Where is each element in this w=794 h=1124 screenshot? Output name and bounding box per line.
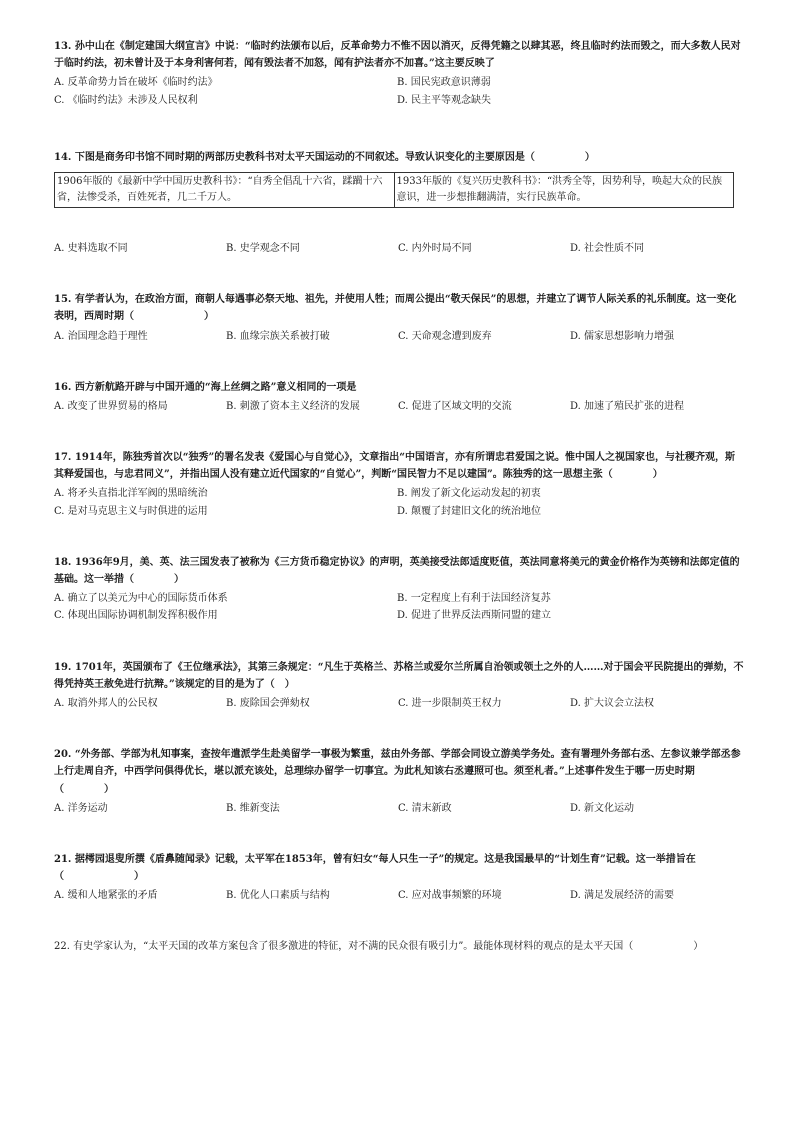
- option-d[interactable]: D. 满足发展经济的需要: [570, 890, 675, 902]
- option-c[interactable]: C. 是对马克思主义与时俱进的运用: [54, 505, 208, 517]
- option-a[interactable]: A. 改变了世界贸易的格局: [54, 400, 168, 412]
- options: [54, 887, 744, 904]
- option-a[interactable]: A. 将矛头直指北洋军阀的黑暗统治: [54, 488, 208, 500]
- options: [54, 590, 744, 624]
- option-b[interactable]: B. 刺激了资本主义经济的发展: [226, 400, 360, 412]
- option-b[interactable]: B. 维新变法: [226, 802, 280, 814]
- question-stem: 21. 据樗园退叟所撰《盾鼻随闻录》记载，太平军在1853年，曾有妇女“每人只生一子”的规定。这是我国最早的“计划生育”记载。这一举措旨在（ ）: [54, 853, 696, 883]
- option-d[interactable]: D. 扩大议会立法权: [570, 697, 655, 709]
- option-d[interactable]: D. 颠覆了封建旧文化的统治地位: [397, 505, 542, 517]
- question-13: [54, 38, 744, 109]
- question-stem: 16. 西方新航路开辟与中国开通的“海上丝绸之路”意义相同的一项是: [54, 381, 357, 393]
- option-c[interactable]: C. 天命观念遭到废弃: [398, 330, 492, 342]
- option-d[interactable]: D. 儒家思想影响力增强: [570, 330, 675, 342]
- option-d[interactable]: D. 加速了殖民扩张的进程: [570, 400, 685, 412]
- options: [54, 74, 744, 108]
- question-15: [54, 291, 744, 345]
- option-b[interactable]: B. 国民宪政意识薄弱: [397, 77, 491, 89]
- options: [54, 240, 744, 257]
- question-stem: 18. 1936年9月，美、英、法三国发表了被称为《三方货币稳定协议》的声明，英美接受法郎适度贬值，英法同意将美元的黄金价格作为英镑和法郎定值的基础。这一举措（ ）: [54, 556, 740, 585]
- question-stem: 20. “外务部、学部为札知事案，查按年遣派学生赴美留学一事极为繁重，兹由外务部、学部会同设立游美学务处。查有署理外务部右丞、左参议兼学部丞参上行走周自齐，中西学问俱得优长，堪以派充该处，总理综办留学一切事宜。为此札知该右丞遵照可也。须至札者。”上述事件发生于哪一历史时期（ ）: [54, 749, 741, 795]
- option-b[interactable]: B. 血缘宗族关系被打破: [226, 330, 330, 342]
- question-18: [54, 554, 744, 625]
- options: [54, 695, 744, 712]
- option-c[interactable]: C. 体现出国际协调机制发挥积极作用: [54, 610, 218, 622]
- option-b[interactable]: B. 阐发了新文化运动发起的初衷: [397, 488, 541, 500]
- question-stem: 14. 下图是商务印书馆不同时期的两部历史教科书对太平天国运动的不同叙述。导致认识变化的主要原因是（ ）: [54, 151, 595, 163]
- option-a[interactable]: A. 史料选取不同: [54, 242, 128, 254]
- question-20: [54, 746, 744, 817]
- option-d[interactable]: D. 促进了世界反法西斯同盟的建立: [397, 610, 552, 622]
- options: [54, 800, 744, 817]
- question-stem: 19. 1701年，英国颁布了《王位继承法》，其第三条规定：“凡生于英格兰、苏格兰或爱尔兰所属自治领或领土之外的人……对于国会平民院提出的弹劾，不得凭持英王赦免进行抗辩。”该规定的目的是为了（ ）: [54, 661, 744, 690]
- option-c[interactable]: C. 进一步限制英王权力: [398, 697, 502, 709]
- question-22: [54, 938, 744, 955]
- option-a[interactable]: A. 洋务运动: [54, 802, 108, 814]
- option-d[interactable]: D. 民主平等观念缺失: [397, 94, 492, 106]
- question-stem: 22. 有史学家认为，“太平天国的改革方案包含了很多激进的特征，对不满的民众很有吸引力”。最能体现材料的观点的是太平天国（ ）: [54, 941, 704, 953]
- option-b[interactable]: B. 优化人口素质与结构: [226, 890, 330, 902]
- option-c[interactable]: C. 内外时局不同: [398, 242, 472, 254]
- question-17: [54, 449, 744, 520]
- option-a[interactable]: A. 取消外邦人的公民权: [54, 697, 158, 709]
- option-d[interactable]: D. 社会性质不同: [570, 242, 645, 254]
- question-14: [54, 149, 744, 257]
- question-16: [54, 379, 744, 415]
- table-cell-1906: 1906年版的《最新中学中国历史教科书》：“自秀全倡乱十六省，蹂躏十六省，法惨受杀，百姓死者，几二千万人。: [55, 172, 395, 207]
- option-c[interactable]: C. 《临时约法》未涉及人民权利: [54, 94, 198, 106]
- option-c[interactable]: C. 清末新政: [398, 802, 452, 814]
- textbook-comparison-table: [54, 172, 734, 208]
- question-stem: 17. 1914年，陈独秀首次以“独秀”的署名发表《爱国心与自觉心》，文章指出“中国语言，亦有所谓忠君爱国之说。惟中国人之视国家也，与社稷齐观，斯其释爱国也，与忠君同义”，并指出国人没有建立近代国家的“自觉心”，判断“国民智力不足以建国”。陈独秀的这一思想主张（ ）: [54, 452, 735, 481]
- question-stem: 15. 有学者认为，在政治方面，商朝人每遇事必祭天地、祖先，并使用人牲；而周公提出“敬天保民”的思想，并建立了调节人际关系的礼乐制度。这一变化表明，西周时期（ ）: [54, 294, 737, 323]
- options: [54, 398, 744, 415]
- option-b[interactable]: B. 废除国会弹劾权: [226, 697, 310, 709]
- table-cell-1933: 1933年版的《复兴历史教科书》：“洪秀全等，因势利导，唤起大众的民族意识，进一步想推翻满清，实行民族革命。: [394, 172, 734, 207]
- question-21: [54, 851, 744, 905]
- options: [54, 485, 744, 519]
- option-a[interactable]: A. 反革命势力旨在破坏《临时约法》: [54, 77, 218, 89]
- option-c[interactable]: C. 应对战事频繁的环境: [398, 890, 502, 902]
- option-b[interactable]: B. 史学观念不同: [226, 242, 300, 254]
- option-d[interactable]: D. 新文化运动: [570, 802, 635, 814]
- question-19: [54, 659, 744, 713]
- option-b[interactable]: B. 一定程度上有利于法国经济复苏: [397, 593, 551, 605]
- question-stem: 13. 孙中山在《制定建国大纲宣言》中说：“临时约法颁布以后，反革命势力不惟不因以消灭，反得凭籍之以肆其恶，终且临时约法而毁之，而大多数人民对于临时约法，初未曾计及于本身利害何若，闻有毁法者不加怒，闻有护法者亦不加喜。”这主要反映了: [54, 41, 741, 70]
- option-c[interactable]: C. 促进了区域文明的交流: [398, 400, 512, 412]
- option-a[interactable]: A. 缓和人地紧张的矛盾: [54, 890, 158, 902]
- options: [54, 328, 744, 345]
- option-a[interactable]: A. 治国理念趋于理性: [54, 330, 148, 342]
- option-a[interactable]: A. 确立了以美元为中心的国际货币体系: [54, 593, 228, 605]
